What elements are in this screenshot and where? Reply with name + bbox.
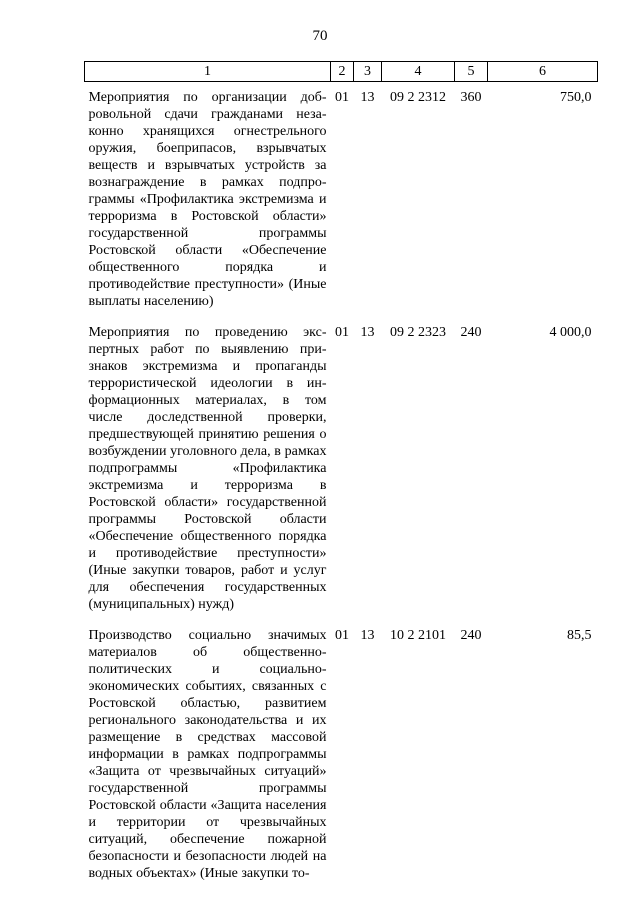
row-expense-type-code: 240 xyxy=(460,628,482,643)
row-description: Мероприятия по проведению экспертных работ по выявлению признаков экстремизма и пропаганды террористической идеологии в информационных материалах, в том числе доследственной проверки, предшествующей принятию решения о возбуждении уголовного дела, в рамках подпрограммы «Профилактика экстремизма и терроризма в Ростовской области» государственной программы Ростовской области «Обеспечение общественного порядка и противодействие преступности» (Иные закупки товаров, работ и услуг для обеспечения государственных (муниципальных) нужд) xyxy=(88,325,327,612)
row-subsection-code: 13 xyxy=(360,628,375,643)
header-col-3: 3 xyxy=(354,62,382,82)
row-subsection-code: 13 xyxy=(360,325,375,340)
row-amount: 750,0 xyxy=(560,90,592,105)
row-target-code: 10 2 2101 xyxy=(390,628,446,643)
table-row xyxy=(85,310,598,613)
header-col-5: 5 xyxy=(455,62,488,82)
row-expense-type-code: 240 xyxy=(460,325,482,340)
header-col-2: 2 xyxy=(331,62,354,82)
row-section-code: 01 xyxy=(335,325,349,340)
row-expense-type-code: 360 xyxy=(460,90,482,105)
table-body xyxy=(85,82,598,883)
row-target-code: 09 2 2312 xyxy=(390,90,446,105)
row-target-code: 09 2 2323 xyxy=(390,325,446,340)
header-col-1: 1 xyxy=(85,62,331,82)
header-col-6: 6 xyxy=(488,62,598,82)
row-section-code: 01 xyxy=(335,628,349,643)
row-amount: 85,5 xyxy=(567,628,592,643)
header-row xyxy=(85,62,598,82)
row-amount: 4 000,0 xyxy=(549,325,592,340)
row-description: Мероприятия по организации добровольной сдачи гражданами незаконно хранящихся огнестрельного оружия, боеприпасов, взрывчатых веществ и взрывчатых устройств за вознаграждение в рамках подпрограммы «Профилактика экстремизма и терроризма в Ростовской области» государственной программы Ростовской области «Обеспечение общественного порядка и противодействие преступности» (Иные выплаты населению) xyxy=(88,90,327,309)
row-subsection-code: 13 xyxy=(360,90,375,105)
row-description: Производство социально значимых материалов об общественно-политических и социально-экономических событиях, связанных с Ростовской областью, развитием регионального законодательства и их размещение в средствах массовой информации в рамках подпрограммы «Защита от чрезвычайных ситуаций» государственной программы Ростовской области «Защита населения и территории от чрезвычайных ситуаций, обеспечение пожарной безопасности и безопасности людей на водных объектах» (Иные закупки то- xyxy=(88,628,327,881)
table-row xyxy=(85,82,598,311)
row-section-code: 01 xyxy=(335,90,349,105)
page-number: 70 xyxy=(312,28,328,44)
budget-table xyxy=(84,61,598,882)
table-header xyxy=(85,62,598,82)
table-row xyxy=(85,613,598,882)
header-col-4: 4 xyxy=(382,62,455,82)
